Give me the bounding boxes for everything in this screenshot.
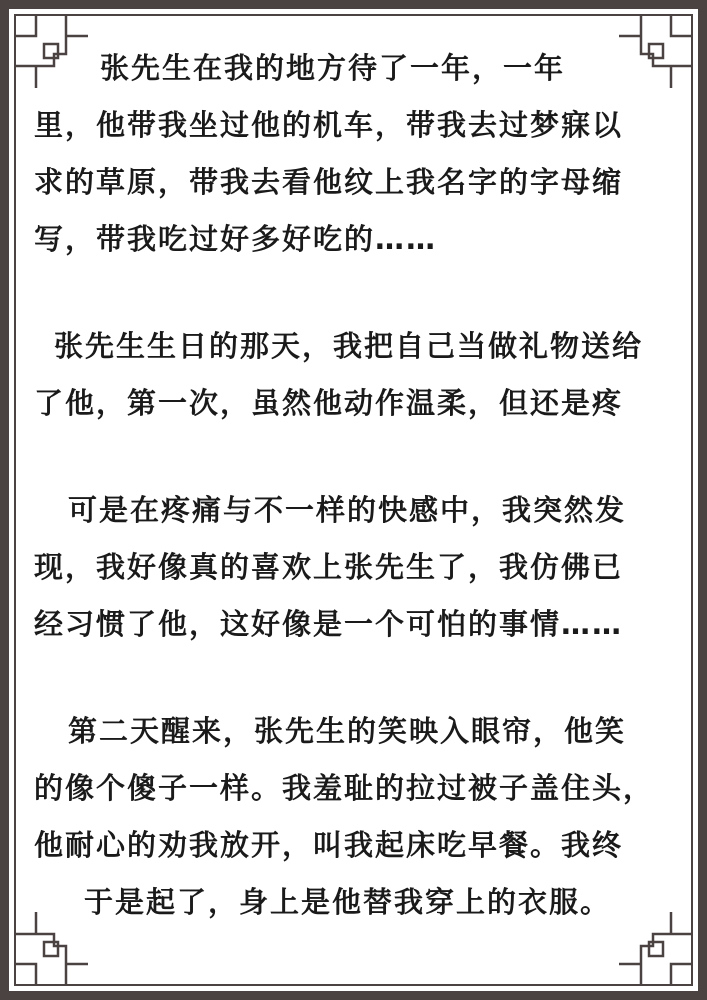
text-line: 求的草原，带我去看他纹上我名字的字母缩 [34, 165, 624, 199]
paragraph-1 [34, 40, 674, 268]
text-line: 他耐心的劝我放开，叫我起床吃早餐。我终 [34, 828, 624, 862]
text-line: 张先生在我的地方待了一年，一年 [100, 51, 566, 85]
text-line: 张先生生日的那天，我把自己当做礼物送给 [54, 329, 644, 363]
text-line: 于是起了，身上是他替我穿上的衣服。 [84, 885, 612, 919]
text-line: 现，我好像真的喜欢上张先生了，我仿佛已 [34, 550, 624, 584]
story-text [34, 40, 674, 931]
paragraph-4 [34, 703, 674, 931]
text-line: 经习惯了他，这好像是一个可怕的事情…… [34, 607, 624, 641]
text-line: 可是在疼痛与不一样的快感中，我突然发 [68, 493, 627, 527]
text-line: 了他，第一次，虽然他动作温柔，但还是疼 [34, 386, 624, 420]
paragraph-3 [34, 482, 674, 653]
text-line: 写，带我吃过好多好吃的…… [34, 222, 438, 256]
text-line: 第二天醒来，张先生的笑映入眼帘，他笑 [68, 714, 627, 748]
text-line: 的像个傻子一样。我羞耻的拉过被子盖住头， [34, 771, 655, 805]
paragraph-2 [34, 318, 674, 432]
text-line: 里，他带我坐过他的机车，带我去过梦寐以 [34, 108, 624, 142]
